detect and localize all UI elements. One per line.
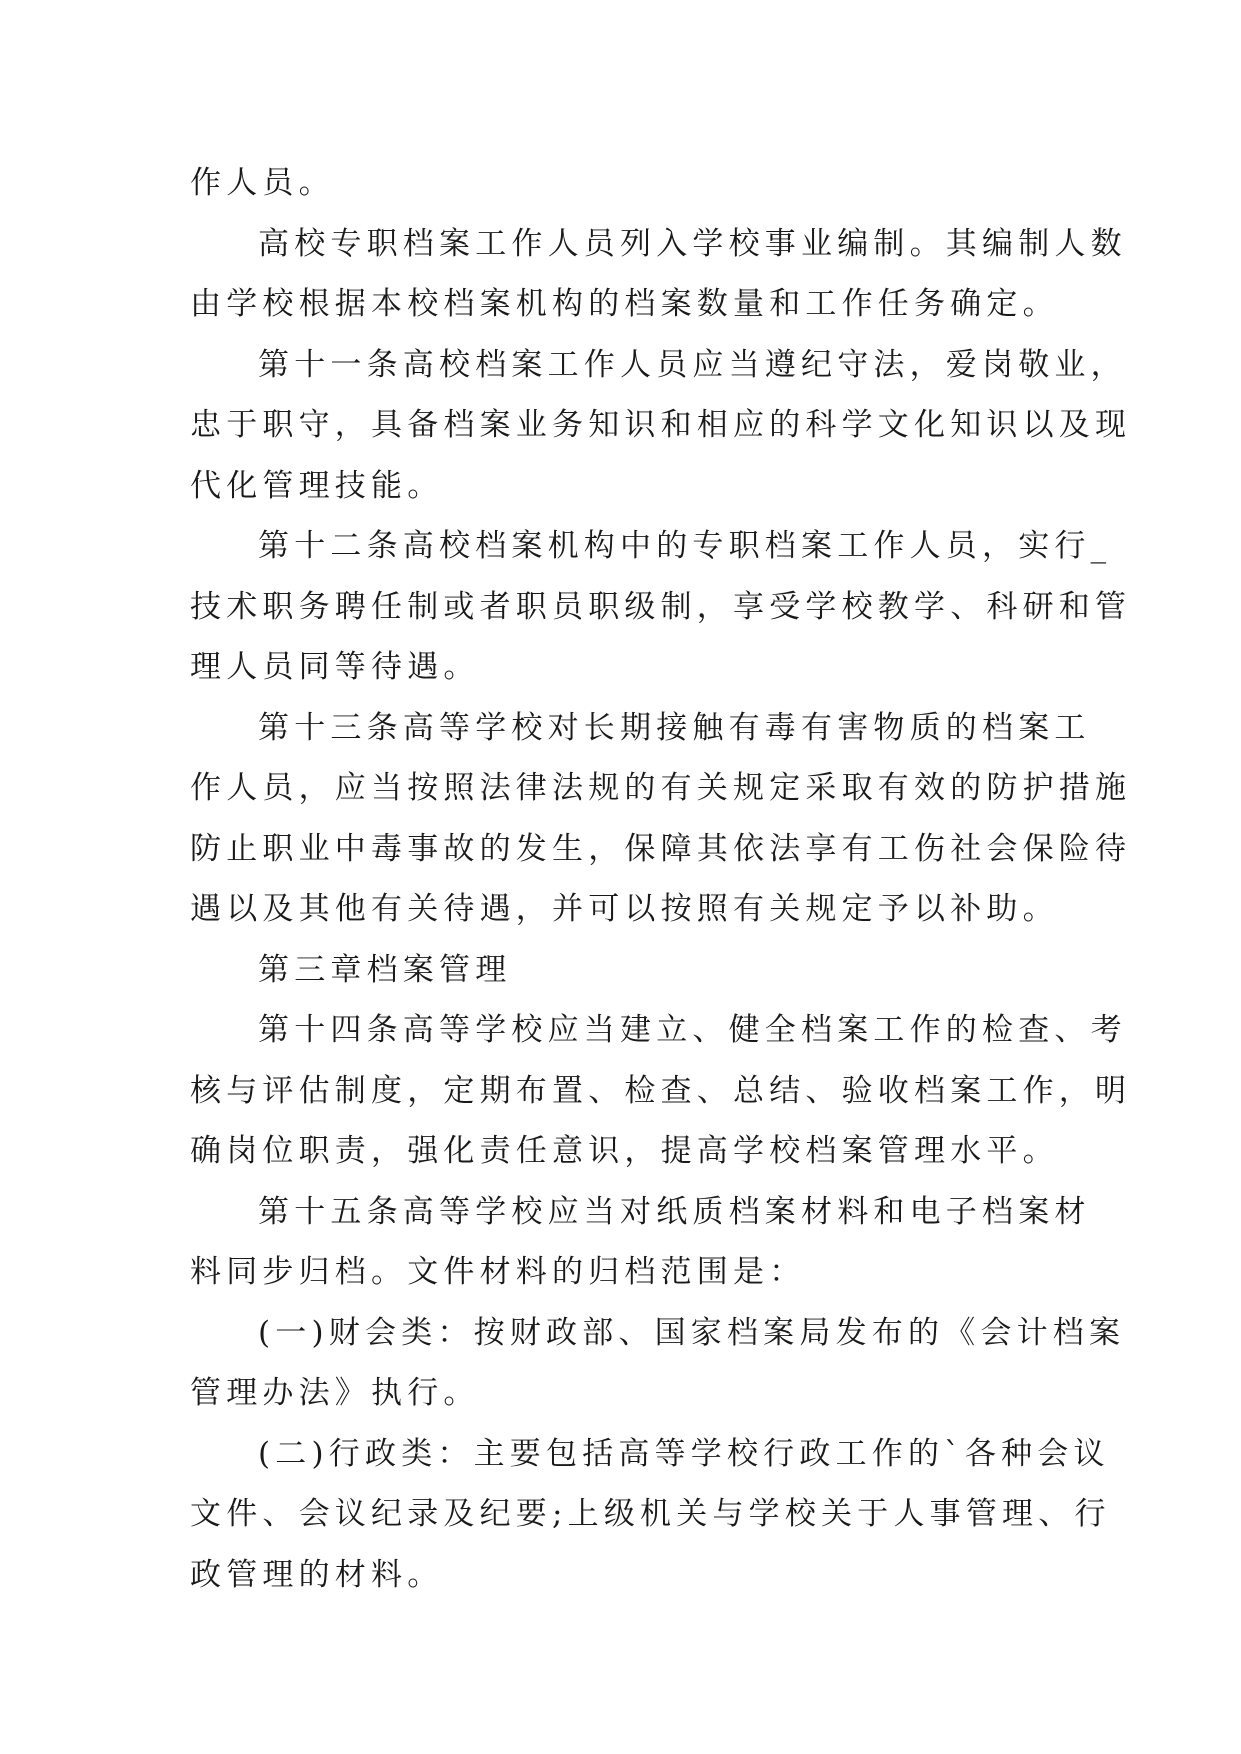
- text-line: (二)行政类：主要包括高等学校行政工作的`各种会议: [258, 1435, 1110, 1472]
- text-line: 代化管理技能。: [190, 467, 444, 504]
- text-line: 由学校根据本校档案机构的档案数量和工作任务确定。: [190, 286, 1059, 322]
- text-line: 忠于职守，具备档案业务知识和相应的科学文化知识以及现: [190, 407, 1132, 443]
- text-line: 遇以及其他有关待遇，并可以按照有关规定予以补助。: [190, 891, 1059, 927]
- text-line: 理人员同等待遇。: [190, 649, 480, 685]
- text-line: 料同步归档。文件材料的归档范围是：: [190, 1254, 806, 1290]
- text-line: 核与评估制度，定期布置、检查、总结、验收档案工作，明: [190, 1072, 1132, 1109]
- text-line: 政管理的材料。: [190, 1556, 444, 1593]
- text-line: 防止职业中毒事故的发生，保障其依法享有工伤社会保险待: [190, 830, 1132, 867]
- text-line: 第十四条高等学校应当建立、健全档案工作的检查、考: [258, 1012, 1127, 1048]
- text-line: (一)财会类：按财政部、国家档案局发布的《会计档案: [258, 1314, 1126, 1351]
- text-line: 第十五条高等学校应当对纸质档案材料和电子档案材: [258, 1193, 1091, 1230]
- text-line: 作人员。: [190, 165, 335, 201]
- text-line: 高校专职档案工作人员列入学校事业编制。其编制人数: [258, 225, 1127, 262]
- document-body: [190, 153, 1132, 1605]
- text-line: 确岗位职责，强化责任意识，提高学校档案管理水平。: [190, 1133, 1059, 1169]
- text-line: 第十一条高校档案工作人员应当遵纪守法，爱岗敬业，: [258, 346, 1127, 383]
- text-line: 第十二条高校档案机构中的专职档案工作人员，实行_: [258, 528, 1112, 564]
- text-line: 作人员，应当按照法律法规的有关规定采取有效的防护措施: [190, 770, 1132, 806]
- text-line: 技术职务聘任制或者职员职级制，享受学校教学、科研和管: [190, 588, 1132, 625]
- text-line: 管理办法》执行。: [190, 1375, 480, 1411]
- text-line: 文件、会议纪录及纪要;上级机关与学校关于人事管理、行: [190, 1496, 1111, 1532]
- text-line: 第十三条高等学校对长期接触有毒有害物质的档案工: [258, 709, 1091, 746]
- chapter-heading: 第三章档案管理: [258, 951, 512, 988]
